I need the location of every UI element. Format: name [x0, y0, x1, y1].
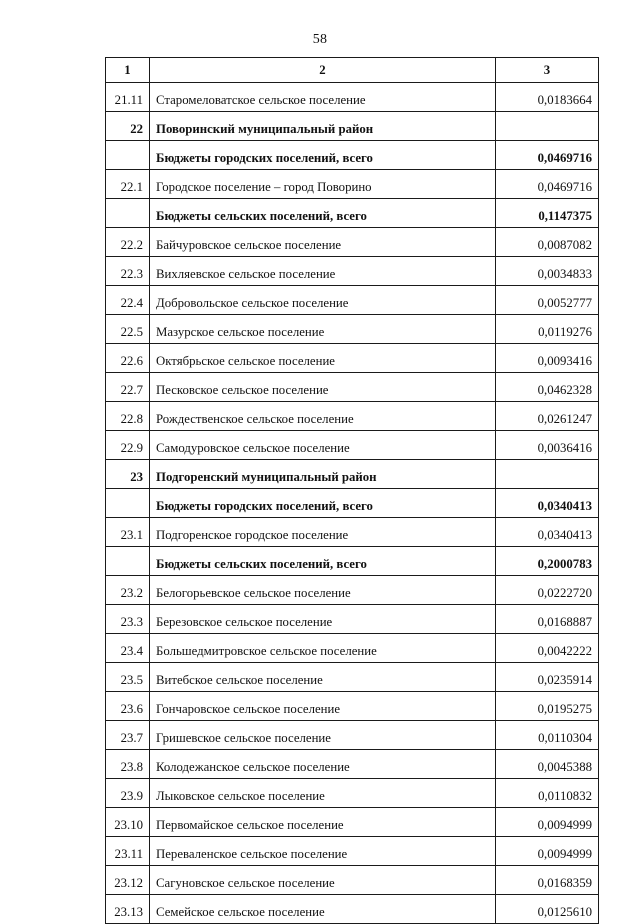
table-row — [106, 431, 599, 460]
row-value-cell: 0,0036416 — [496, 431, 599, 460]
row-name-cell: Витебское сельское поселение — [150, 663, 496, 692]
row-name-cell: Добровольское сельское поселение — [150, 286, 496, 315]
row-number-cell — [106, 141, 150, 170]
row-name-cell: Городское поселение – город Поворино — [150, 170, 496, 199]
table-row — [106, 83, 599, 112]
row-name-cell: Белогорьевское сельское поселение — [150, 576, 496, 605]
row-name-cell: Первомайское сельское поселение — [150, 808, 496, 837]
row-number-cell: 23.3 — [106, 605, 150, 634]
row-value-cell: 0,0261247 — [496, 402, 599, 431]
row-number-cell: 22.6 — [106, 344, 150, 373]
row-number-cell: 23.11 — [106, 837, 150, 866]
table-row — [106, 808, 599, 837]
row-number-cell — [106, 547, 150, 576]
row-value-cell: 0,0168359 — [496, 866, 599, 895]
table-row — [106, 576, 599, 605]
row-value-cell: 0,0119276 — [496, 315, 599, 344]
table-row — [106, 837, 599, 866]
row-name-cell: Старомеловатское сельское поселение — [150, 83, 496, 112]
row-value-cell: 0,0052777 — [496, 286, 599, 315]
table-row — [106, 779, 599, 808]
row-name-cell: Бюджеты городских поселений, всего — [150, 489, 496, 518]
table-row — [106, 228, 599, 257]
column-header-1: 1 — [106, 58, 150, 83]
row-name-cell: Бюджеты сельских поселений, всего — [150, 199, 496, 228]
row-value-cell: 0,0462328 — [496, 373, 599, 402]
row-number-cell: 23.5 — [106, 663, 150, 692]
row-value-cell: 0,2000783 — [496, 547, 599, 576]
table-body — [106, 58, 599, 924]
table-row — [106, 547, 599, 576]
column-header-3: 3 — [496, 58, 599, 83]
row-number-cell: 22.7 — [106, 373, 150, 402]
row-value-cell: 0,0340413 — [496, 518, 599, 547]
table-row — [106, 112, 599, 141]
column-header-2: 2 — [150, 58, 496, 83]
row-value-cell: 0,0125610 — [496, 895, 599, 924]
row-name-cell: Рождественское сельское поселение — [150, 402, 496, 431]
row-name-cell: Байчуровское сельское поселение — [150, 228, 496, 257]
row-value-cell: 0,0469716 — [496, 170, 599, 199]
row-number-cell: 23.12 — [106, 866, 150, 895]
row-name-cell: Бюджеты сельских поселений, всего — [150, 547, 496, 576]
table-row — [106, 634, 599, 663]
row-name-cell: Сагуновское сельское поселение — [150, 866, 496, 895]
row-value-cell: 0,0094999 — [496, 837, 599, 866]
row-number-cell: 22.3 — [106, 257, 150, 286]
row-number-cell: 22.4 — [106, 286, 150, 315]
row-name-cell: Переваленское сельское поселение — [150, 837, 496, 866]
row-number-cell: 23.8 — [106, 750, 150, 779]
row-name-cell: Лыковское сельское поселение — [150, 779, 496, 808]
table-row — [106, 518, 599, 547]
row-value-cell: 0,0093416 — [496, 344, 599, 373]
row-number-cell: 23.6 — [106, 692, 150, 721]
table-row — [106, 663, 599, 692]
row-name-cell: Большедмитровское сельское поселение — [150, 634, 496, 663]
row-number-cell: 23.9 — [106, 779, 150, 808]
row-name-cell: Березовское сельское поселение — [150, 605, 496, 634]
row-name-cell: Бюджеты городских поселений, всего — [150, 141, 496, 170]
row-name-cell: Подгоренский муниципальный район — [150, 460, 496, 489]
row-value-cell — [496, 460, 599, 489]
row-number-cell: 22.8 — [106, 402, 150, 431]
row-number-cell: 21.11 — [106, 83, 150, 112]
row-number-cell: 22.1 — [106, 170, 150, 199]
table-header-row — [106, 58, 599, 83]
table-row — [106, 402, 599, 431]
row-value-cell: 0,0042222 — [496, 634, 599, 663]
row-name-cell: Гришевское сельское поселение — [150, 721, 496, 750]
row-value-cell: 0,0045388 — [496, 750, 599, 779]
table-row — [106, 866, 599, 895]
row-value-cell: 0,0110832 — [496, 779, 599, 808]
row-number-cell: 22 — [106, 112, 150, 141]
row-number-cell: 22.9 — [106, 431, 150, 460]
table-row — [106, 286, 599, 315]
table-row — [106, 721, 599, 750]
row-number-cell: 23.1 — [106, 518, 150, 547]
row-name-cell: Поворинский муниципальный район — [150, 112, 496, 141]
table-row — [106, 895, 599, 924]
page-number: 58 — [312, 32, 328, 47]
row-name-cell: Мазурское сельское поселение — [150, 315, 496, 344]
row-name-cell: Колодежанское сельское поселение — [150, 750, 496, 779]
row-value-cell: 0,0094999 — [496, 808, 599, 837]
row-value-cell: 0,0340413 — [496, 489, 599, 518]
row-name-cell: Октябрьское сельское поселение — [150, 344, 496, 373]
row-value-cell: 0,0469716 — [496, 141, 599, 170]
row-number-cell — [106, 199, 150, 228]
row-name-cell: Вихляевское сельское поселение — [150, 257, 496, 286]
table-row — [106, 489, 599, 518]
table-row — [106, 373, 599, 402]
row-number-cell — [106, 489, 150, 518]
row-name-cell: Семейское сельское поселение — [150, 895, 496, 924]
row-number-cell: 23.13 — [106, 895, 150, 924]
row-number-cell: 23.7 — [106, 721, 150, 750]
row-number-cell: 23.4 — [106, 634, 150, 663]
row-value-cell: 0,0195275 — [496, 692, 599, 721]
row-number-cell: 23.2 — [106, 576, 150, 605]
budget-share-table — [105, 57, 599, 924]
row-value-cell: 0,0168887 — [496, 605, 599, 634]
table-row — [106, 344, 599, 373]
row-value-cell: 0,0034833 — [496, 257, 599, 286]
table-row — [106, 199, 599, 228]
table-row — [106, 257, 599, 286]
table-row — [106, 605, 599, 634]
table-row — [106, 170, 599, 199]
row-value-cell: 0,0183664 — [496, 83, 599, 112]
row-value-cell: 0,0222720 — [496, 576, 599, 605]
table-row — [106, 460, 599, 489]
table-row — [106, 692, 599, 721]
row-number-cell: 23.10 — [106, 808, 150, 837]
row-name-cell: Гончаровское сельское поселение — [150, 692, 496, 721]
table-row — [106, 315, 599, 344]
row-name-cell: Подгоренское городское поселение — [150, 518, 496, 547]
row-number-cell: 23 — [106, 460, 150, 489]
row-name-cell: Песковское сельское поселение — [150, 373, 496, 402]
row-name-cell: Самодуровское сельское поселение — [150, 431, 496, 460]
table-row — [106, 750, 599, 779]
table-row — [106, 141, 599, 170]
row-number-cell: 22.2 — [106, 228, 150, 257]
row-value-cell: 0,0235914 — [496, 663, 599, 692]
row-number-cell: 22.5 — [106, 315, 150, 344]
row-value-cell: 0,1147375 — [496, 199, 599, 228]
row-value-cell: 0,0110304 — [496, 721, 599, 750]
row-value-cell — [496, 112, 599, 141]
row-value-cell: 0,0087082 — [496, 228, 599, 257]
